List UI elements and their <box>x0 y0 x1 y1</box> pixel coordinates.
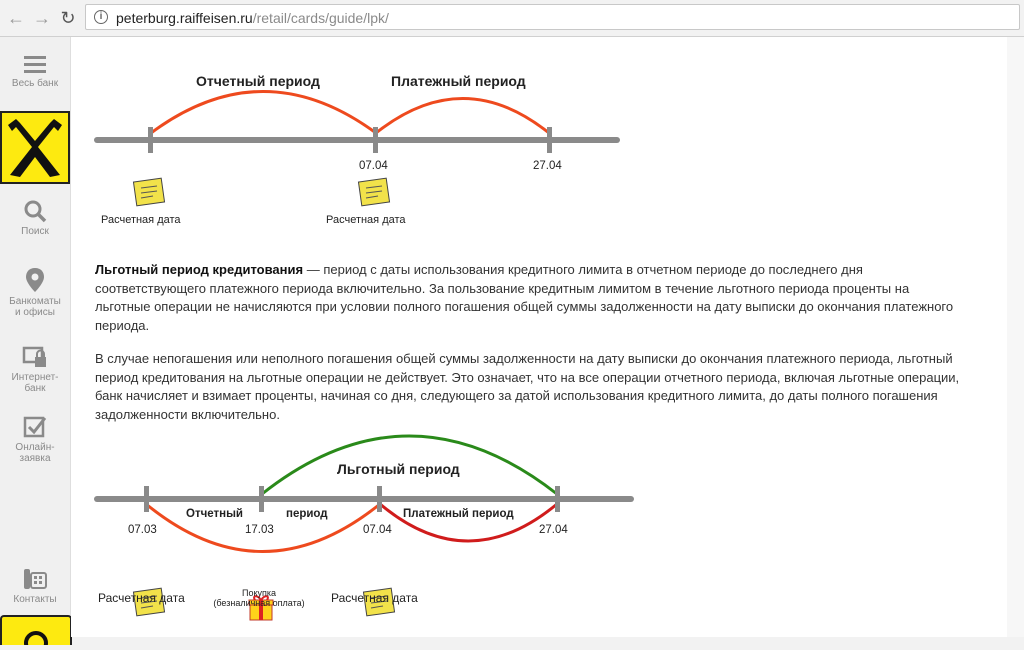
definition-paragraph <box>95 261 965 335</box>
payment-period-label: Платежный период <box>403 508 514 520</box>
back-icon[interactable]: ← <box>7 8 25 28</box>
sidebar-item-atms[interactable] <box>0 267 70 318</box>
tick-mark <box>373 127 378 153</box>
tick-mark <box>259 486 264 512</box>
sidebar-item-label: Банкоматы и офисы <box>9 296 61 318</box>
purchase-caption <box>208 588 310 608</box>
tick-mark <box>547 127 552 153</box>
consequence-paragraph: В случае непогашения или неполного погашения общей суммы задолженности на дату выписки до окончания платежного периода, льготный период кредитования на льготные операции не действует. Это означает, что на все операции отчетного периода, включая льготные операции, банк начисляет и взимает проценты, начиная со дня, следующего за датой использования кредитного лимита, до даты полного погашения задолженности включительно. <box>95 351 960 422</box>
help-button[interactable] <box>0 615 72 645</box>
diagram-billing-cycle <box>71 37 1007 237</box>
date-label: 07.04 <box>359 160 388 172</box>
settlement-date-caption: Расчетная дата <box>98 591 185 605</box>
settlement-date-caption: Расчетная дата <box>326 214 406 226</box>
forward-icon[interactable]: → <box>33 8 51 28</box>
date-label: 07.03 <box>128 524 157 536</box>
browser-toolbar <box>0 0 1024 37</box>
url-text: peterburg.raiffeisen.ru/retail/cards/guide/lpk/ <box>116 10 389 26</box>
settlement-date-caption: Расчетная дата <box>101 214 181 226</box>
sidebar-item-contacts[interactable] <box>0 565 70 605</box>
term-heading: Льготный период кредитования <box>95 262 304 277</box>
help-icon <box>2 617 70 645</box>
tick-mark <box>144 486 149 512</box>
map-pin-icon <box>25 267 45 293</box>
sidebar <box>0 37 71 637</box>
date-label: 27.04 <box>533 160 562 172</box>
payment-period-arc <box>376 99 549 134</box>
reload-icon[interactable]: ↻ <box>60 8 76 28</box>
tick-mark <box>148 127 153 153</box>
purchase-label: Покупка <box>241 588 277 598</box>
menu-icon <box>23 55 47 75</box>
sidebar-item-label: Интернет-банк <box>11 372 59 394</box>
date-label: 27.04 <box>539 524 568 536</box>
settlement-date-caption: Расчетная дата <box>331 591 418 605</box>
grace-period-title: Льготный период <box>337 461 460 477</box>
sidebar-item-label: Весь банк <box>11 78 59 89</box>
date-label: 17.03 <box>245 524 274 536</box>
info-icon[interactable]: i <box>94 10 108 24</box>
lock-icon <box>22 345 48 369</box>
sidebar-item-all-bank[interactable] <box>0 55 70 89</box>
main-content <box>71 37 1008 637</box>
date-label: 07.04 <box>363 524 392 536</box>
sidebar-item-label: Онлайн-заявка <box>15 442 55 464</box>
sidebar-item-internet-bank[interactable] <box>0 345 70 394</box>
address-bar[interactable] <box>85 4 1020 30</box>
tick-mark <box>555 486 560 512</box>
note-icon <box>133 178 164 206</box>
logo-icon <box>2 113 68 182</box>
payment-period-title: Платежный период <box>391 73 526 89</box>
sidebar-item-label: Поиск <box>21 226 49 237</box>
note-icon <box>358 178 389 206</box>
sidebar-item-label: Контакты <box>13 594 57 605</box>
sidebar-item-search[interactable] <box>0 199 70 237</box>
reporting-period-title: Отчетный период <box>196 73 320 89</box>
tick-mark <box>377 486 382 512</box>
reporting-period-label: Отчетный <box>186 508 243 520</box>
reporting-period-arc <box>151 92 376 134</box>
sidebar-item-online-request[interactable] <box>0 415 70 464</box>
phone-icon <box>22 565 48 591</box>
reporting-period-label: период <box>286 508 328 520</box>
checkbox-icon <box>23 415 47 439</box>
purchase-note: (безналичная оплата) <box>213 598 305 608</box>
raiffeisen-logo[interactable] <box>0 111 70 184</box>
search-icon <box>23 199 47 223</box>
scrollbar[interactable] <box>1007 37 1024 637</box>
definition-text: — период с даты использования кредитного лимита в отчетном периоде до последнего дня соответствующего платежного периода включительно. За пользование кредитным лимитом в течение льготного периода проценты на льготные операции не начисляются при условии полного погашения общей суммы задолженности на дату выписки до окончания платежного периода. <box>95 262 954 333</box>
